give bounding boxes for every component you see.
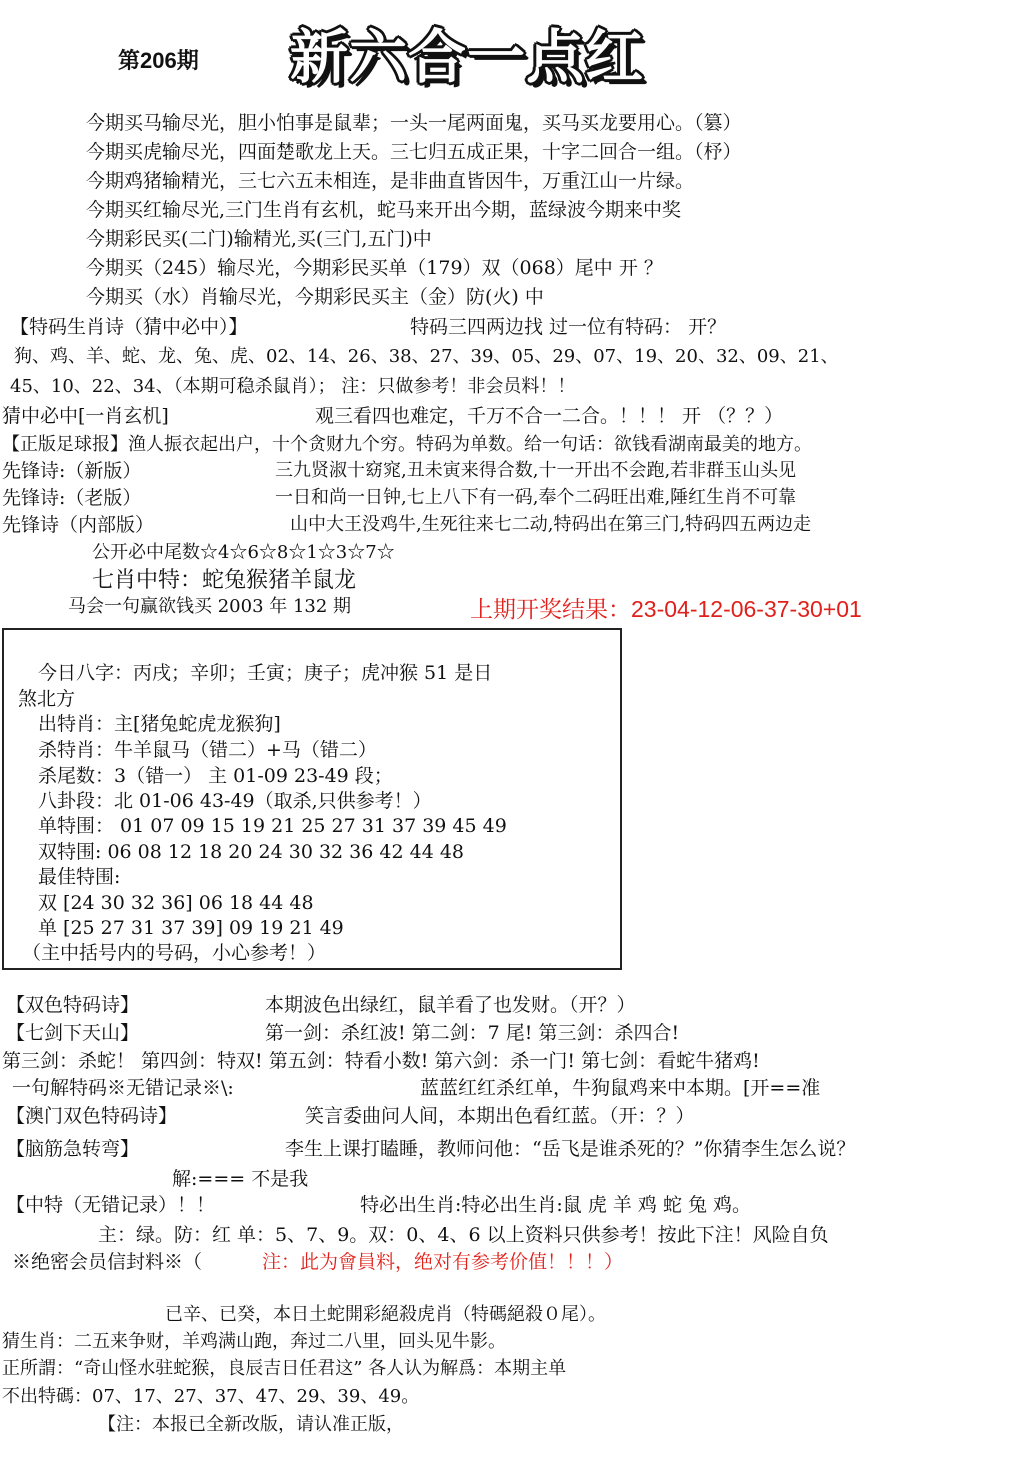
seven-swords-text: 第一剑：杀红波! 第二剑：7 尾! 第三剑：杀四合! (265, 1022, 680, 1044)
yiju-label: 一句解特码※无错记录※\: (12, 1077, 234, 1099)
issue-number: 第206期 (118, 48, 199, 73)
intro-line-3: 今期鸡猪输精光，三七六五未相连，是非曲直皆因牛，万重江山一片绿。 (86, 170, 695, 192)
main-guard-line: 主：绿。防：红 单：5、7、9。双：0、4、6 以上资料只供参考！按此下注！风险自负 (98, 1224, 829, 1246)
ji-line: 已辛、已癸，本日土蛇開彩絕殺虎肖（特碼絕殺０尾）。 (165, 1304, 606, 1325)
vanguard-old-text: 一日和尚一日钟,七上八下有一码,奉个二码旺出难,陲红生肖不可靠 (275, 487, 797, 508)
guess-zodiac-line: 猜生肖：二五来争财，羊鸡满山跑，奔过二八里，回头见牛影。 (2, 1331, 506, 1352)
box-dan-te: 单特围： 01 07 09 15 19 21 25 27 31 37 39 45 49 (38, 815, 507, 837)
box-best-label: 最佳特围: (38, 866, 121, 888)
poem-numbers-line-1: 狗、鸡、羊、蛇、龙、兔、虎、02、14、26、38、27、39、05、29、07、19、20、32、09、21、 (14, 346, 839, 367)
vanguard-internal-text: 山中大王没鸡牛,生死往来七二动,特码出在第三门,特码四五两边走 (290, 514, 812, 535)
box-shuang-te: 双特围: 06 08 12 18 20 24 30 32 36 42 44 48 (38, 841, 464, 863)
football-line: 【正版足球报】渔人振衣起出户，十个贪财九个穷。特码为单数。给一句话：欲钱看湖南最美的地方。 (2, 434, 812, 455)
intro-line-1: 今期买马输尽光，胆小怕事是鼠辈；一头一尾两面鬼，买马买龙要用心。（篡） (86, 112, 742, 134)
page-title: 新六合一点红 (290, 23, 645, 91)
poem-heading: 【特码生肖诗（猜中必中）】 (10, 316, 248, 338)
seven-swords-line-2: 第三剑：杀蛇！ 第四剑：特双! 第五剑：特看小数! 第六剑：杀一门! 第七剑：看蛇牛猪鸡! (2, 1050, 760, 1072)
intro-line-2: 今期买虎输尽光，四面楚歌龙上天。三七归五成正果，十字二回合一组。（杼） (86, 141, 742, 163)
last-draw-result: 上期开奖结果：23-04-12-06-37-30+01 (470, 596, 862, 622)
brain-teaser-label: 【脑筋急转弯】 (6, 1138, 140, 1160)
vanguard-new-label: 先锋诗:（新版） (2, 460, 142, 482)
seven-swords-label: 【七剑下天山】 (6, 1022, 140, 1044)
notice-line: 【注：本报已全新改版，请认准正版， (98, 1414, 404, 1435)
tail-numbers: 公开必中尾数☆4☆6☆8☆1☆3☆7☆ (92, 542, 395, 563)
yiju-text: 蓝蓝红红杀红单，牛狗鼠鸡来中本期。[开==准 (420, 1077, 821, 1099)
vanguard-old-label: 先锋诗:（老版） (2, 487, 142, 509)
zhong-te-text: 特必出生肖:特必出生肖:鼠 虎 羊 鸡 蛇 兔 鸡。 (360, 1194, 752, 1216)
box-bazi-line-2: 煞北方 (18, 688, 76, 710)
zhong-te-label: 【中特（无错记录）！！ (6, 1194, 216, 1216)
box-sha-tail: 杀尾数：3（错一） 主 01-09 23-49 段； (38, 765, 393, 787)
intro-line-4: 今期买红输尽光,三门生肖有玄机，蛇马来开出今期，蓝绿波今期来中奖 (86, 199, 682, 221)
macau-text: 笑言委曲问人间，本期出色看红蓝。（开：？） (305, 1105, 695, 1127)
vanguard-internal-label: 先锋诗（内部版） (2, 514, 155, 536)
intro-line-7: 今期买（水）肖输尽光，今期彩民买主（金）防(火) 中 (86, 286, 544, 308)
box-bagua: 八卦段：北 01-06 43-49（取杀,只供参考！） (38, 790, 432, 812)
box-chu-te: 出特肖：主[猪兔蛇虎龙猴狗] (38, 713, 281, 735)
seven-zodiac: 七肖中特：蛇兔猴猪羊鼠龙 (92, 568, 357, 593)
guess-text: 观三看四也难定，千万不合一二合。！！！ 开 （？？） (315, 405, 784, 427)
intro-line-5: 今期彩民买(二门)输精光,买(三门,五门)中 (86, 228, 432, 250)
vanguard-new-text: 三九贤淑十窈窕,丑未寅来得合数,十一开出不会跑,若非群玉山头见 (275, 460, 797, 481)
secret-label: ※绝密会员信封料※（ (12, 1251, 203, 1273)
guess-label: 猜中必中[一肖玄机] (2, 405, 169, 427)
secret-red-note: 注：此为會員料，绝对有参考价值！！！） (262, 1251, 624, 1273)
macau-label: 【澳门双色特码诗】 (6, 1105, 178, 1127)
zheng-suo-wei-line: 正所謂：“奇山怪水驻蛇猴，良辰吉日任君这” 各人认为解爲：本期主单 (2, 1358, 567, 1379)
double-color-label: 【双色特码诗】 (6, 994, 140, 1016)
box-bazi-line: 今日八字：丙戌；辛卯；壬寅；庚子；虎冲猴 51 是日 (38, 662, 493, 684)
poem-right: 特码三四两边找 过一位有特码： 开？ (410, 316, 727, 338)
not-out-numbers: 不出特碼：07、17、27、37、47、29、39、49。 (2, 1386, 420, 1407)
double-color-text: 本期波色出绿红，鼠羊看了也发财。（开？） (265, 994, 636, 1016)
box-best-double: 双 [24 30 32 36] 06 18 44 48 (38, 892, 314, 914)
brain-teaser-answer: 解:=== 不是我 (172, 1168, 309, 1190)
horse-club-line: 马会一句赢欲钱买 2003 年 132 期 (68, 596, 352, 617)
box-sha-te: 杀特肖：牛羊鼠马（错二）+马（错二） (38, 739, 377, 761)
brain-teaser-text: 李生上课打瞌睡，教师问他：“岳飞是谁杀死的？”你猜李生怎么说？ (285, 1138, 856, 1160)
box-best-single: 单 [25 27 31 37 39] 09 19 21 49 (38, 917, 344, 939)
intro-line-6: 今期买（245）输尽光，今期彩民买单（179）双（068）尾中 开 ？ (86, 257, 663, 279)
poem-numbers-line-2: 45、10、22、34、（本期可稳杀鼠肖）； 注：只做参考！非会员料！！ (10, 376, 576, 397)
box-note: （主中括号内的号码，小心参考！） (22, 942, 327, 964)
